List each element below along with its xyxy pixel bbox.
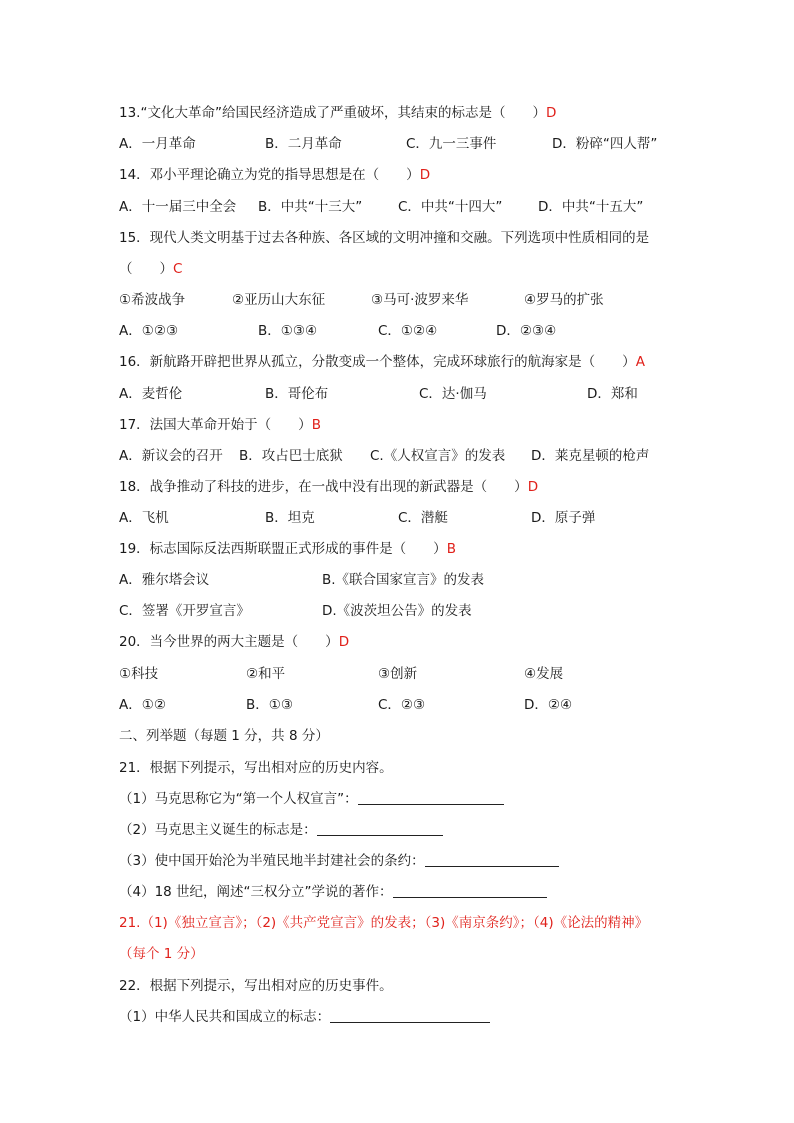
option-c: C．达·伽马 xyxy=(419,386,487,402)
option-a: A．十一届三中全会 xyxy=(119,199,237,215)
fill-item-4: （4）18 世纪，阐述“三权分立”学说的著作： xyxy=(119,883,547,901)
option-a: A．雅尔塔会议 xyxy=(119,572,210,588)
statement-2: ②和平 xyxy=(246,666,286,682)
answer-key: D xyxy=(545,105,557,121)
question-19-stem: 19．标志国际反法西斯联盟正式形成的事件是（ ）B xyxy=(119,541,456,557)
answer-blank[interactable] xyxy=(358,790,504,805)
answer-key: A xyxy=(635,354,645,370)
statement-3: ③创新 xyxy=(378,666,418,682)
option-b: B．中共“十三大” xyxy=(258,199,363,215)
statement-2: ②亚历山大东征 xyxy=(232,292,326,308)
option-a: A．一月革命 xyxy=(119,136,196,152)
question-16-stem: 16．新航路开辟把世界从孤立，分散变成一个整体，完成环球旅行的航海家是（ ）A xyxy=(119,354,645,370)
option-a: A．飞机 xyxy=(119,510,169,526)
option-a: A．①②③ xyxy=(119,323,179,339)
option-b: B．坦克 xyxy=(265,510,315,526)
question-22-stem: 22．根据下列提示，写出相对应的历史事件。 xyxy=(119,978,393,994)
fill-item-1: （1）马克思称它为“第一个人权宣言”： xyxy=(119,790,504,808)
answer-key-note: （每个 1 分） xyxy=(119,946,204,962)
answer-key: D xyxy=(338,634,350,650)
fill-item-3: （3）使中国开始沦为半殖民地半封建社会的条约： xyxy=(119,852,559,870)
option-d: D.《波茨坦公告》的发表 xyxy=(322,603,472,619)
option-c: C．①②④ xyxy=(378,323,438,339)
option-c: C.《人权宣言》的发表 xyxy=(370,448,506,464)
answer-blank[interactable] xyxy=(425,852,559,867)
option-c: C．②③ xyxy=(378,697,426,713)
option-d: D．郑和 xyxy=(587,386,638,402)
question-13-stem: 13.“文化大革命”给国民经济造成了严重破坏，其结束的标志是（ ）D xyxy=(119,105,557,121)
option-b: B．二月革命 xyxy=(265,136,342,152)
option-d: D．原子弹 xyxy=(531,510,596,526)
option-b: B．①③ xyxy=(246,697,293,713)
answer-key: D xyxy=(419,167,431,183)
answer-blank[interactable] xyxy=(317,821,443,836)
option-d: D．粉碎“四人帮” xyxy=(552,136,658,152)
question-18-stem: 18．战争推动了科技的进步，在一战中没有出现的新武器是（ ）D xyxy=(119,479,539,495)
answer-key: B xyxy=(311,417,321,433)
option-d: D．②④ xyxy=(524,697,573,713)
option-a: A．①② xyxy=(119,697,166,713)
option-b: B．哥伦布 xyxy=(265,386,329,402)
statement-4: ④发展 xyxy=(524,666,564,682)
fill-item-1: （1）中华人民共和国成立的标志： xyxy=(119,1008,490,1026)
option-c: C．签署《开罗宣言》 xyxy=(119,603,250,619)
option-b: B．攻占巴士底狱 xyxy=(239,448,343,464)
answer-key-line: 21.（1)《独立宣言》；（2)《共产党宣言》的发表；（3)《南京条约》；（4)《论法的精神》 xyxy=(119,915,649,931)
question-17-stem: 17．法国大革命开始于（ ）B xyxy=(119,417,321,433)
answer-blank[interactable] xyxy=(330,1008,490,1023)
option-c: C．九一三事件 xyxy=(406,136,497,152)
statement-3: ③马可·波罗来华 xyxy=(371,292,469,308)
question-15-stem: 15．现代人类文明基于过去各种族、各区域的文明冲撞和交融。下列选项中性质相同的是 xyxy=(119,230,650,246)
statement-1: ①科技 xyxy=(119,666,159,682)
question-21-stem: 21．根据下列提示，写出相对应的历史内容。 xyxy=(119,760,393,776)
option-c: C．中共“十四大” xyxy=(398,199,503,215)
answer-key: B xyxy=(446,541,456,557)
option-d: D．②③④ xyxy=(496,323,557,339)
statement-4: ④罗马的扩张 xyxy=(524,292,604,308)
option-a: A．新议会的召开 xyxy=(119,448,223,464)
question-15-stem-cont: （ ）C xyxy=(119,261,183,277)
option-a: A．麦哲伦 xyxy=(119,386,183,402)
answer-key: C xyxy=(173,261,183,277)
statement-1: ①希波战争 xyxy=(119,292,186,308)
option-b: B．①③④ xyxy=(258,323,318,339)
option-c: C．潜艇 xyxy=(398,510,448,526)
option-b: B.《联合国家宣言》的发表 xyxy=(322,572,485,588)
question-20-stem: 20．当今世界的两大主题是（ ）D xyxy=(119,634,350,650)
option-d: D．中共“十五大” xyxy=(538,199,644,215)
answer-blank[interactable] xyxy=(393,883,547,898)
section-heading: 二、列举题（每题 1 分，共 8 分） xyxy=(119,728,329,744)
option-d: D．莱克星顿的枪声 xyxy=(531,448,650,464)
fill-item-2: （2）马克思主义诞生的标志是： xyxy=(119,821,443,839)
question-14-stem: 14．邓小平理论确立为党的指导思想是在（ ）D xyxy=(119,167,431,183)
answer-key: D xyxy=(527,479,539,495)
